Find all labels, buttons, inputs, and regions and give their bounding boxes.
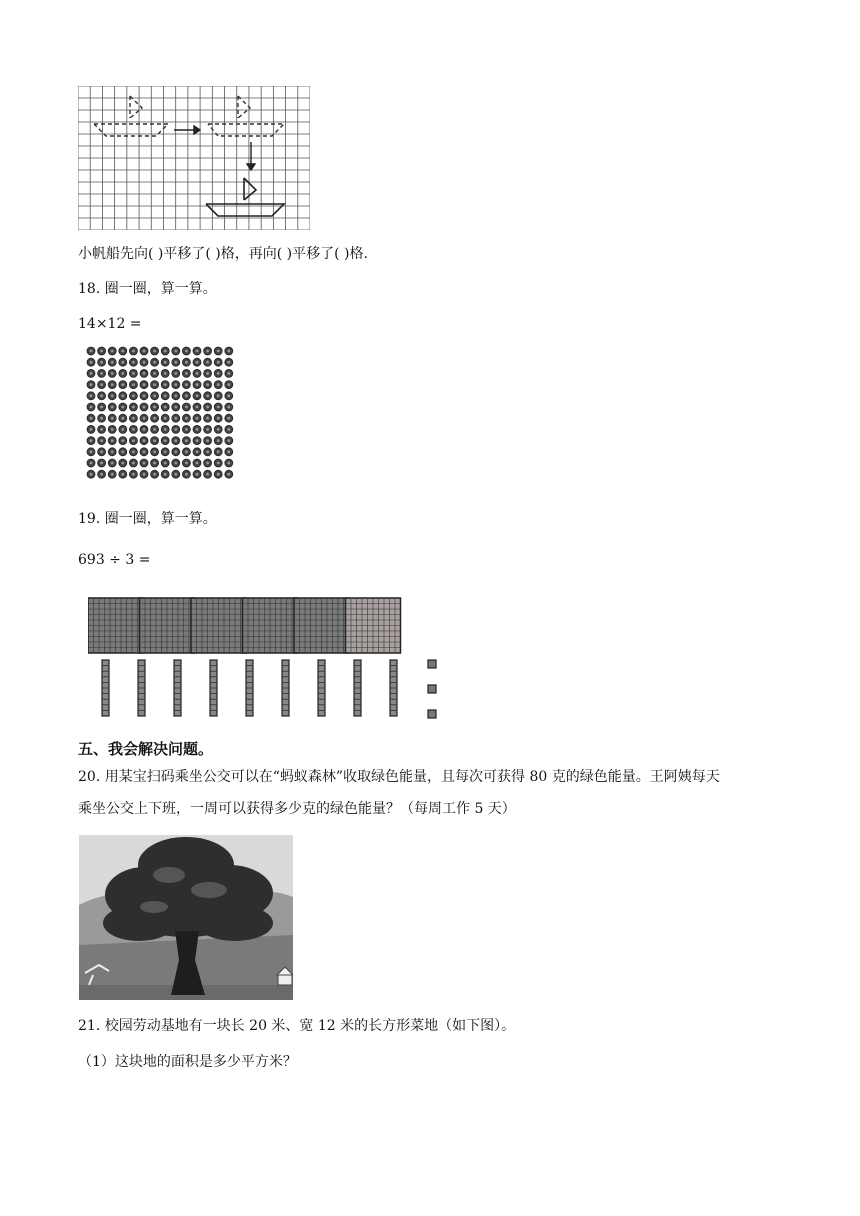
dot-center: [111, 372, 114, 375]
dot-center: [132, 417, 135, 420]
dot-center: [143, 439, 146, 442]
dot-center: [121, 428, 124, 431]
dot-center: [121, 383, 124, 386]
dot-center: [111, 439, 114, 442]
dot-center: [217, 450, 220, 453]
ten-rod: [102, 660, 109, 716]
dot-center: [174, 383, 177, 386]
dot-center: [100, 406, 103, 409]
dot-center: [132, 450, 135, 453]
dot-center: [132, 406, 135, 409]
dot-center: [196, 394, 199, 397]
dot-center: [153, 372, 156, 375]
q19-title: 19. 圈一圈，算一算。: [78, 511, 217, 527]
dot-center: [206, 473, 209, 476]
dot-center: [143, 361, 146, 364]
dot-center: [174, 394, 177, 397]
dot-center: [217, 394, 220, 397]
dot-center: [185, 372, 188, 375]
q21-title: 21. 校园劳动基地有一块长 20 米、宽 12 米的长方形菜地（如下图）。: [78, 1018, 516, 1034]
dot-center: [153, 394, 156, 397]
dot-center: [174, 462, 177, 465]
dot-center: [227, 473, 230, 476]
dot-center: [185, 394, 188, 397]
dot-center: [100, 462, 103, 465]
dot-center: [132, 439, 135, 442]
dot-center: [227, 372, 230, 375]
dot-center: [121, 462, 124, 465]
dot-center: [174, 439, 177, 442]
boat-translation-grid: [78, 86, 310, 230]
dot-center: [196, 350, 199, 353]
dot-center: [90, 361, 93, 364]
dot-center: [206, 450, 209, 453]
dot-center: [90, 417, 93, 420]
q20-line2: 乘坐公交上下班，一周可以获得多少克的绿色能量？（每周工作 5 天）: [78, 801, 516, 817]
dot-center: [185, 439, 188, 442]
dot-center: [143, 350, 146, 353]
dot-center: [217, 428, 220, 431]
dot-center: [90, 428, 93, 431]
dot-center: [164, 462, 167, 465]
dot-center: [206, 417, 209, 420]
dot-center: [196, 383, 199, 386]
tree-photo: [79, 835, 293, 1000]
dot-center: [143, 428, 146, 431]
dot-center: [100, 473, 103, 476]
dot-center: [153, 361, 156, 364]
one-cube: [428, 660, 436, 668]
dot-center: [164, 350, 167, 353]
dot-center: [174, 350, 177, 353]
dot-center: [90, 406, 93, 409]
dot-center: [206, 350, 209, 353]
dot-center: [196, 473, 199, 476]
dot-center: [121, 361, 124, 364]
dot-center: [90, 394, 93, 397]
dot-center: [121, 372, 124, 375]
ten-rod: [318, 660, 325, 716]
dot-center: [185, 383, 188, 386]
dot-center: [206, 394, 209, 397]
dot-center: [90, 450, 93, 453]
q19-equation: 693 ÷ 3 =: [78, 552, 151, 568]
section5-title: 五、我会解决问题。: [78, 740, 214, 758]
dot-center: [227, 350, 230, 353]
dot-center: [164, 473, 167, 476]
dot-center: [164, 428, 167, 431]
dot-center: [100, 417, 103, 420]
dot-center: [185, 406, 188, 409]
dot-center: [100, 450, 103, 453]
dot-center: [206, 439, 209, 442]
ten-rod: [174, 660, 181, 716]
dot-center: [143, 462, 146, 465]
dot-center: [185, 428, 188, 431]
dot-center: [121, 439, 124, 442]
ten-rod: [390, 660, 397, 716]
dot-center: [153, 406, 156, 409]
dot-center: [174, 473, 177, 476]
dot-center: [100, 350, 103, 353]
dot-center: [217, 439, 220, 442]
dot-center: [121, 417, 124, 420]
ten-rod: [210, 660, 217, 716]
dot-center: [206, 383, 209, 386]
dot-center: [132, 428, 135, 431]
dot-center: [196, 417, 199, 420]
dot-center: [90, 383, 93, 386]
dot-center: [153, 439, 156, 442]
dot-center: [217, 406, 220, 409]
dot-center: [227, 383, 230, 386]
solid-boat-final: [206, 178, 284, 216]
dot-center: [153, 473, 156, 476]
dot-center: [164, 406, 167, 409]
dot-center: [227, 439, 230, 442]
dot-center: [206, 462, 209, 465]
dot-center: [206, 372, 209, 375]
dot-center: [121, 406, 124, 409]
dot-center: [227, 428, 230, 431]
dot-center: [185, 350, 188, 353]
dot-center: [174, 372, 177, 375]
dot-center: [132, 462, 135, 465]
dot-center: [121, 394, 124, 397]
dot-center: [132, 473, 135, 476]
dot-center: [100, 439, 103, 442]
dot-center: [111, 473, 114, 476]
dot-center: [100, 361, 103, 364]
dot-center: [111, 462, 114, 465]
dot-center: [185, 473, 188, 476]
dot-center: [196, 450, 199, 453]
dot-center: [153, 383, 156, 386]
dot-center: [174, 428, 177, 431]
dot-center: [185, 450, 188, 453]
dot-center: [90, 372, 93, 375]
dot-center: [121, 450, 124, 453]
dot-center: [217, 361, 220, 364]
hundred-block: [294, 598, 349, 653]
dot-center: [164, 450, 167, 453]
dot-center: [100, 394, 103, 397]
dot-center: [111, 394, 114, 397]
ten-rod: [246, 660, 253, 716]
dot-center: [121, 350, 124, 353]
dot-center: [206, 428, 209, 431]
dot-center: [227, 417, 230, 420]
dot-center: [121, 473, 124, 476]
one-cube: [428, 710, 436, 718]
dot-center: [217, 372, 220, 375]
dot-center: [90, 473, 93, 476]
dot-center: [196, 361, 199, 364]
hundred-block: [243, 598, 298, 653]
dot-center: [111, 406, 114, 409]
dot-center: [164, 361, 167, 364]
dot-center: [153, 417, 156, 420]
dot-center: [153, 428, 156, 431]
dot-center: [185, 462, 188, 465]
hundred-block: [346, 598, 401, 653]
q18-equation: 14×12 =: [78, 316, 142, 332]
dot-center: [100, 372, 103, 375]
dot-center: [111, 361, 114, 364]
dot-center: [132, 394, 135, 397]
dot-center: [174, 361, 177, 364]
dot-center: [143, 450, 146, 453]
dot-center: [132, 361, 135, 364]
dot-center: [143, 473, 146, 476]
dot-center: [227, 394, 230, 397]
ten-rod: [354, 660, 361, 716]
dot-center: [185, 417, 188, 420]
dot-center: [196, 372, 199, 375]
dot-center: [111, 428, 114, 431]
dot-center: [227, 462, 230, 465]
dot-center: [111, 450, 114, 453]
q18-title: 18. 圈一圈，算一算。: [78, 281, 217, 297]
dot-center: [90, 350, 93, 353]
dot-center: [143, 417, 146, 420]
hundred-block: [191, 598, 246, 653]
dot-center: [185, 361, 188, 364]
dot-center: [174, 417, 177, 420]
q21-sub1: （1）这块地的面积是多少平方米？: [78, 1054, 297, 1070]
ten-rod: [282, 660, 289, 716]
dot-center: [111, 383, 114, 386]
dot-center: [100, 383, 103, 386]
q20-line1: 20. 用某宝扫码乘坐公交可以在“蚂蚁森林”收取绿色能量，且每次可获得 80 克的绿色能量。王阿姨每天: [78, 769, 720, 785]
dot-center: [174, 450, 177, 453]
dot-center: [143, 406, 146, 409]
ten-rod: [138, 660, 145, 716]
dot-center: [196, 406, 199, 409]
dot-center: [206, 406, 209, 409]
dot-center: [153, 462, 156, 465]
dot-center: [164, 417, 167, 420]
arrow-right-icon: [174, 126, 200, 134]
dot-center: [227, 361, 230, 364]
dot-center: [100, 428, 103, 431]
dot-center: [132, 350, 135, 353]
dot-center: [143, 383, 146, 386]
dot-center: [111, 350, 114, 353]
dot-center: [153, 450, 156, 453]
dot-center: [111, 417, 114, 420]
dot-center: [164, 383, 167, 386]
dot-center: [90, 462, 93, 465]
hundred-block: [88, 598, 143, 653]
dot-center: [164, 439, 167, 442]
dot-array-figure: [86, 346, 240, 482]
dot-center: [227, 450, 230, 453]
dot-center: [227, 406, 230, 409]
dashed-boat-original: [94, 96, 168, 136]
dot-center: [164, 394, 167, 397]
dot-center: [196, 439, 199, 442]
dot-center: [196, 428, 199, 431]
dot-center: [132, 383, 135, 386]
dot-center: [90, 439, 93, 442]
one-cube: [428, 685, 436, 693]
boat-question: 小帆船先向( )平移了( )格，再向( )平移了( )格.: [78, 246, 368, 262]
dot-center: [196, 462, 199, 465]
dot-center: [217, 383, 220, 386]
dot-center: [217, 473, 220, 476]
hundred-block: [140, 598, 195, 653]
dot-center: [143, 394, 146, 397]
dot-center: [153, 350, 156, 353]
dot-center: [217, 462, 220, 465]
dot-center: [174, 406, 177, 409]
dot-center: [164, 372, 167, 375]
dot-center: [217, 417, 220, 420]
base-ten-blocks-figure: [88, 596, 458, 720]
dashed-boat-translated: [208, 96, 284, 136]
dot-center: [143, 372, 146, 375]
dot-center: [217, 350, 220, 353]
dot-center: [132, 372, 135, 375]
dot-center: [206, 361, 209, 364]
